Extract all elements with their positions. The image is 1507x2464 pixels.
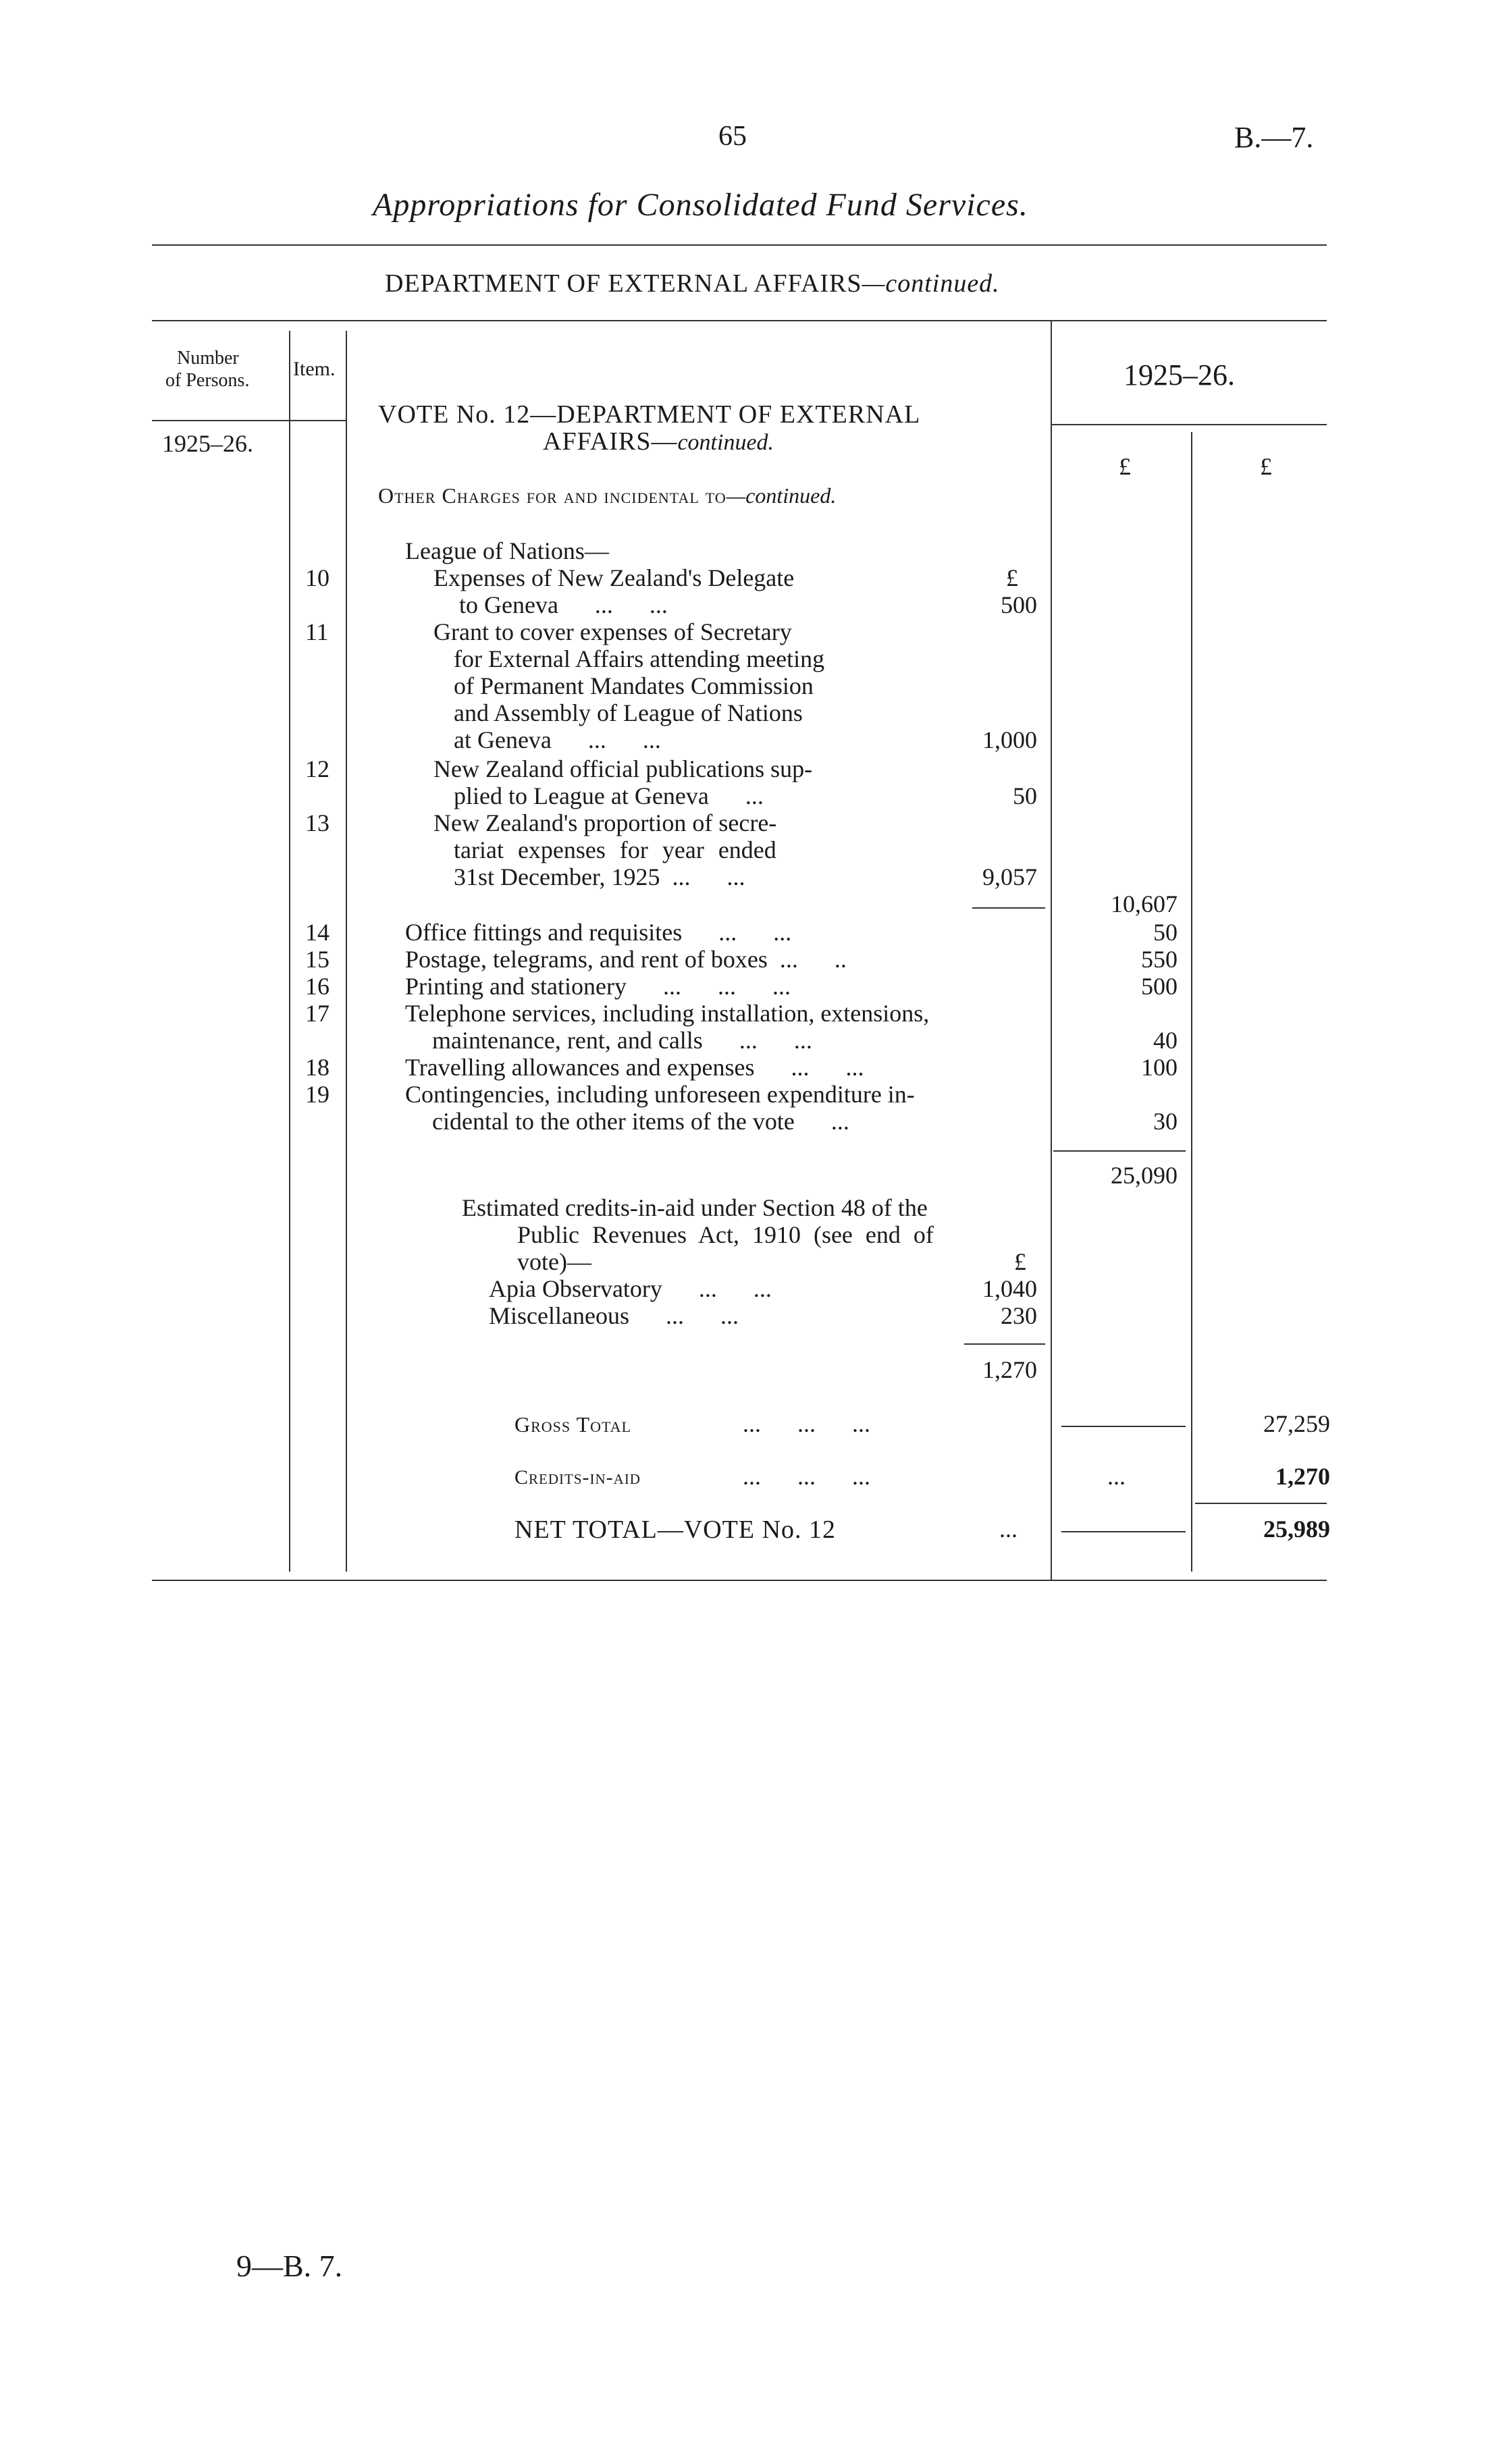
- item-description-line: Postage, telegrams, and rent of boxes ... ..: [405, 946, 847, 973]
- item-amount: 50: [1153, 919, 1178, 946]
- vote-total: 25,090: [1111, 1162, 1178, 1189]
- league-subtotal: 10,607: [1111, 890, 1178, 917]
- credits-pound-sign: £: [1014, 1248, 1026, 1275]
- item-description-line: Contingencies, including unforeseen expenditure in-: [405, 1081, 915, 1108]
- amount-column-divider: [1051, 320, 1052, 1580]
- item-description-line: Expenses of New Zealand's Delegate: [433, 564, 795, 591]
- league-heading: League of Nations—: [405, 537, 609, 564]
- item-number: 16: [305, 973, 329, 1000]
- page-title: Appropriations for Consolidated Fund Services.: [373, 187, 1028, 223]
- item-number: 11: [305, 618, 329, 645]
- page-number: 65: [718, 121, 747, 152]
- pound-header-1: £: [1119, 453, 1131, 480]
- item-number: 13: [305, 809, 329, 836]
- credits-note-line-3: vote)—: [517, 1248, 591, 1275]
- item-description-line: New Zealand official publications sup-: [433, 755, 813, 782]
- item-amount: 40: [1153, 1027, 1178, 1054]
- credit-amount: 1,040: [982, 1275, 1037, 1302]
- item-description-line: tariat expenses for year ended: [454, 836, 776, 863]
- net-total-rule-right: [1195, 1503, 1327, 1504]
- document-reference: B.—7.: [1234, 121, 1314, 154]
- item-amount: 50: [1013, 782, 1037, 809]
- credit-label: Miscellaneous ... ...: [489, 1302, 739, 1329]
- item-number: 15: [305, 946, 329, 973]
- department-name: DEPARTMENT OF EXTERNAL AFFAIRS: [385, 269, 862, 298]
- credits-total: 1,270: [982, 1356, 1037, 1383]
- item-description-line: Grant to cover expenses of Secretary: [433, 618, 792, 645]
- item-description-line: maintenance, rent, and calls ... ...: [432, 1027, 812, 1054]
- item-description-line: and Assembly of League of Nations: [454, 699, 803, 726]
- net-total-dots: ...: [999, 1516, 1017, 1543]
- amount-year-header: 1925–26.: [1123, 358, 1235, 392]
- league-subtotal-rule: [972, 907, 1045, 909]
- item-description-line: New Zealand's proportion of secre-: [433, 809, 777, 836]
- credits-in-aid-mid-dots: ...: [1107, 1463, 1126, 1490]
- item-description-line: Office fittings and requisites ... ...: [405, 919, 792, 946]
- persons-year-header: 1925–26.: [162, 430, 253, 457]
- item-description-line: at Geneva ... ...: [454, 726, 661, 753]
- credit-label: Apia Observatory ... ...: [489, 1275, 772, 1302]
- item-amount: 550: [1141, 946, 1178, 973]
- signature-mark: 9—B. 7.: [236, 2249, 343, 2283]
- credits-note-line-2: Public Revenues Act, 1910 (see end of: [517, 1221, 934, 1248]
- credits-in-aid-amount: 1,270: [1275, 1463, 1330, 1490]
- item-amount: 500: [1141, 973, 1178, 1000]
- item-description-line: 31st December, 1925 ... ...: [454, 863, 745, 890]
- persons-header-line-2: of Persons.: [165, 370, 250, 391]
- item-column-divider-left: [289, 331, 290, 1572]
- department-heading: [385, 269, 1000, 298]
- table-bottom-rule: [152, 1580, 1327, 1581]
- item-description-line: plied to League at Geneva ...: [454, 782, 764, 809]
- vote-subheading-suffix: —continued.: [726, 483, 837, 508]
- vote-subheading-text: Other Charges for and incidental to: [378, 483, 726, 508]
- gross-total-amount: 27,259: [1263, 1410, 1330, 1437]
- item-column-divider-right: [346, 331, 347, 1572]
- gross-total-dots: ... ... ...: [743, 1410, 870, 1437]
- item-number: 12: [305, 755, 329, 782]
- credits-note-line-1: Estimated credits-in-aid under Section 48 of the: [462, 1194, 928, 1221]
- item-number: 17: [305, 1000, 329, 1027]
- item-description-line: to Geneva ... ...: [459, 591, 668, 618]
- table-top-rule: [152, 320, 1327, 321]
- item-description-line: Telephone services, including installation, extensions,: [405, 1000, 930, 1027]
- gross-total-label: Gross Total: [514, 1412, 632, 1437]
- net-total-amount: 25,989: [1263, 1516, 1330, 1543]
- vote-total-rule: [1053, 1150, 1186, 1152]
- net-total-label: NET TOTAL—VOTE No. 12: [514, 1516, 837, 1544]
- item-amount: 30: [1153, 1108, 1178, 1135]
- title-rule: [152, 244, 1327, 246]
- credits-in-aid-dots: ... ... ...: [743, 1463, 870, 1490]
- credits-total-rule: [964, 1343, 1045, 1345]
- credit-amount: 230: [1001, 1302, 1037, 1329]
- net-total-rule-mid: [1061, 1531, 1186, 1532]
- league-pound-sign: £: [1006, 564, 1018, 591]
- persons-header-line-1: Number: [177, 348, 239, 369]
- item-amount: 500: [1001, 591, 1037, 618]
- gross-total-rule: [1061, 1426, 1186, 1427]
- pound-header-2: £: [1260, 453, 1272, 480]
- item-amount: 100: [1141, 1054, 1178, 1081]
- department-suffix: —continued.: [862, 269, 1000, 298]
- item-description-line: cidental to the other items of the vote ...: [432, 1108, 849, 1135]
- credits-in-aid-label: Credits-in-aid: [514, 1466, 641, 1489]
- item-description-line: for External Affairs attending meeting: [454, 645, 825, 672]
- vote-heading-affairs: AFFAIRS—: [543, 427, 678, 456]
- item-description-line: Travelling allowances and expenses ... ...: [405, 1054, 864, 1081]
- item-description-line: Printing and stationery ... ... ...: [405, 973, 791, 1000]
- vote-heading-suffix: continued.: [677, 430, 774, 455]
- vote-heading-line-2: [543, 427, 774, 456]
- vote-subheading: [378, 483, 836, 508]
- persons-header-rule: [152, 420, 346, 421]
- item-number: 10: [305, 564, 329, 591]
- item-header: Item.: [293, 358, 336, 380]
- item-description-line: of Permanent Mandates Commission: [454, 672, 814, 699]
- item-amount: 1,000: [982, 726, 1037, 753]
- amount-header-rule: [1051, 424, 1327, 425]
- item-number: 18: [305, 1054, 329, 1081]
- item-number: 14: [305, 919, 329, 946]
- amount-subcolumn-divider: [1191, 432, 1192, 1572]
- item-amount: 9,057: [982, 863, 1037, 890]
- vote-heading-line-1: VOTE No. 12—DEPARTMENT OF EXTERNAL: [378, 400, 921, 429]
- item-number: 19: [305, 1081, 329, 1108]
